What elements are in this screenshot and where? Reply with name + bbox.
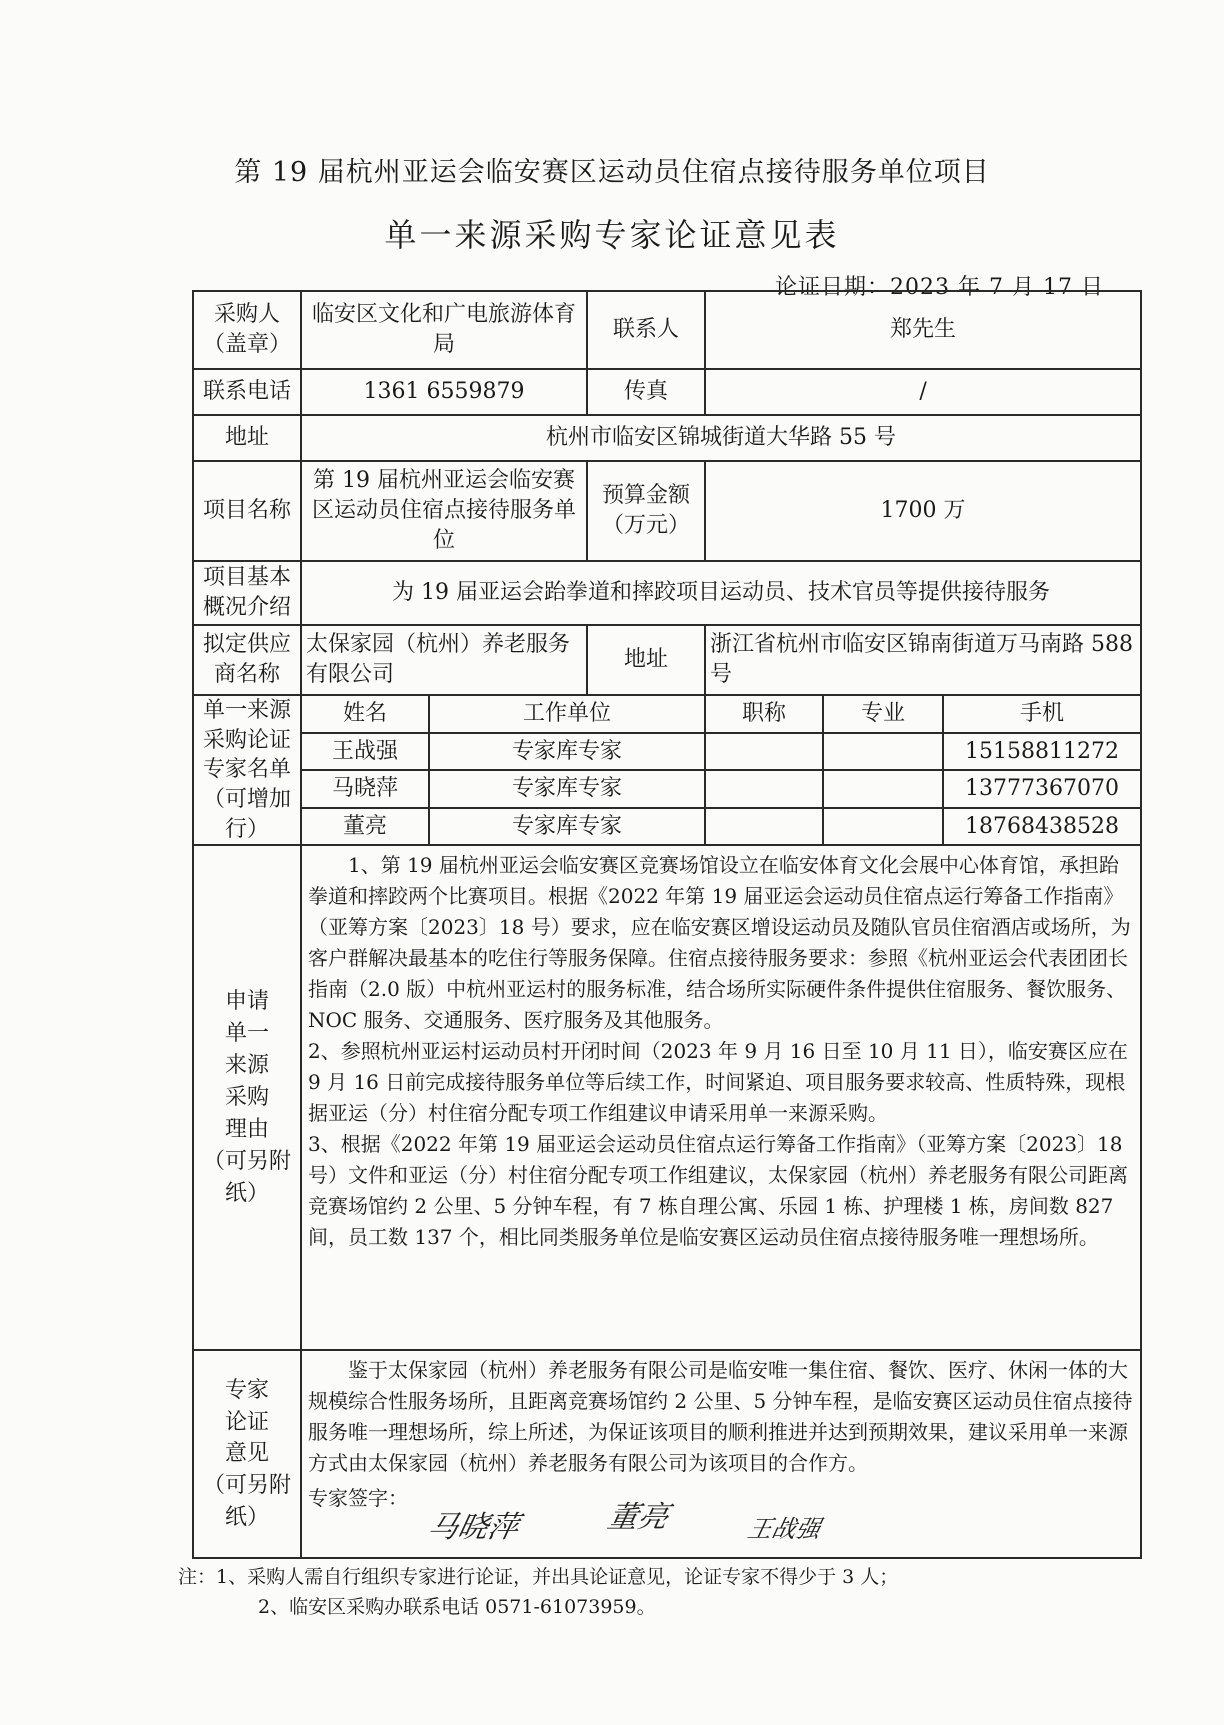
signature-3: 王战强 xyxy=(745,1515,824,1544)
signature-area xyxy=(308,1483,1134,1553)
reason-label: 申请 单一 来源 采购 理由 （可另附纸） xyxy=(193,845,301,1350)
expert-title xyxy=(705,770,823,808)
phone-label: 联系电话 xyxy=(193,369,301,415)
table-row xyxy=(193,770,1141,808)
expert-header-title: 职称 xyxy=(705,695,823,733)
footnotes xyxy=(178,1562,898,1623)
expert-name: 王战强 xyxy=(301,733,429,771)
expert-unit: 专家库专家 xyxy=(429,808,705,846)
overview-value: 为 19 届亚运会跆拳道和摔跤项目运动员、技术官员等提供接待服务 xyxy=(301,561,1141,625)
expert-header-phone: 手机 xyxy=(943,695,1141,733)
opinion-label: 专家 论证 意见 （可另附纸） xyxy=(193,1350,301,1558)
supplier-address-label: 地址 xyxy=(587,625,705,695)
expert-name: 马晓萍 xyxy=(301,770,429,808)
phone-value: 1361 6559879 xyxy=(301,369,587,415)
table-row xyxy=(193,733,1141,771)
expert-title xyxy=(705,733,823,771)
expert-title xyxy=(705,808,823,846)
footnote-2: 2、临安区采购办联系电话 0571-61073959。 xyxy=(258,1596,656,1619)
overview-label: 项目基本 概况介绍 xyxy=(193,561,301,625)
expert-phone: 18768438528 xyxy=(943,808,1141,846)
signature-label: 专家签字： xyxy=(308,1486,408,1511)
reason-paragraph-1: 1、第 19 届杭州亚运会临安赛区竞赛场馆设立在临安体育文化会展中心体育馆，承担跆拳道和摔跤两个比赛项目。根据《2022 年第 19 届亚运会运动员住宿点运行筹备工作指南》（亚筹方案〔2023〕18 号）要求，应在临安赛区增设运动员及随队官员住宿酒店或场所，为客户群解决最基本的吃住行等服务保障。住宿点接待服务要求：参照《杭州亚运会代表团团长指南（2.0 版）中杭州亚运村的服务标准，结合场所实际硬件条件提供住宿服务、餐饮服务、NOC 服务、交通服务、医疗服务及其他服务。 xyxy=(308,853,1131,1033)
opinion-form-table xyxy=(192,290,1142,1559)
supplier-label: 拟定供应 商名称 xyxy=(193,625,301,695)
reason-paragraph-3: 3、根据《2022 年第 19 届亚运会运动员住宿点运行筹备工作指南》（亚筹方案〔2023〕18 号）文件和亚运（分）村住宿分配专项工作组建议，太保家园（杭州）养老服务有限公司距离竞赛场馆约 2 公里、5 分钟车程，有 7 栋自理公寓、乐园 1 栋、护理楼 1 栋，房间数 827 间，员工数 137 个，相比同类服务单位是临安赛区运动员住宿点接待服务唯一理想场所。 xyxy=(308,1132,1128,1250)
project-name-label: 项目名称 xyxy=(193,461,301,561)
fax-value: / xyxy=(705,369,1141,415)
signature-1: 马晓萍 xyxy=(424,1510,522,1546)
project-name-value: 第 19 届杭州亚运会临安赛区运动员住宿点接待服务单位 xyxy=(301,461,587,561)
table-row xyxy=(193,808,1141,846)
reason-content xyxy=(301,845,1141,1350)
opinion-text: 鉴于太保家园（杭州）养老服务有限公司是临安唯一集住宿、餐饮、医疗、休闲一体的大规模综合性服务场所，且距离竞赛场馆约 2 公里、5 分钟车程，是临安赛区运动员住宿点接待服务唯一理想场所，综上所述，为保证该项目的顺利推进并达到预期效果，建议采用单一来源方式由太保家园（杭州）养老服务有限公司为该项目的合作方。 xyxy=(308,1358,1133,1476)
review-date: 论证日期：2023 年 7 月 17 日 xyxy=(775,275,1104,300)
expert-major xyxy=(823,733,943,771)
supplier-value: 太保家园（杭州）养老服务有限公司 xyxy=(301,625,587,695)
expert-phone: 15158811272 xyxy=(943,733,1141,771)
supplier-address-value: 浙江省杭州市临安区锦南街道万马南路 588 号 xyxy=(705,625,1141,695)
reason-paragraph-2: 2、参照杭州亚运村运动员村开闭时间（2023 年 9 月 16 日至 10 月 11 日），临安赛区应在 9 月 16 日前完成接待服务单位等后续工作，时间紧迫、项目服务要求较高、性质特殊，现根据亚运（分）村住宿分配专项工作组建议申请采用单一来源采购。 xyxy=(308,1039,1128,1126)
expert-header-unit: 工作单位 xyxy=(429,695,705,733)
expert-major xyxy=(823,808,943,846)
purchaser-value: 临安区文化和广电旅游体育局 xyxy=(301,291,587,369)
expert-unit: 专家库专家 xyxy=(429,770,705,808)
purchaser-label: 采购人 （盖章） xyxy=(193,291,301,369)
expert-phone: 13777367070 xyxy=(943,770,1141,808)
fax-label: 传真 xyxy=(587,369,705,415)
contact-label: 联系人 xyxy=(587,291,705,369)
expert-header-name: 姓名 xyxy=(301,695,429,733)
budget-value: 1700 万 xyxy=(705,461,1141,561)
budget-label: 预算金额 （万元） xyxy=(587,461,705,561)
experts-label: 单一来源 采购论证 专家名单 （可增加行） xyxy=(193,695,301,845)
expert-name: 董亮 xyxy=(301,808,429,846)
expert-major xyxy=(823,770,943,808)
form-subtitle: 单一来源采购专家论证意见表 xyxy=(384,216,840,254)
address-label: 地址 xyxy=(193,415,301,461)
opinion-content xyxy=(301,1350,1141,1558)
expert-unit: 专家库专家 xyxy=(429,733,705,771)
footnote-1: 注：1、采购人需自行组织专家进行论证，并出具论证意见，论证专家不得少于 3 人； xyxy=(178,1566,899,1588)
address-value: 杭州市临安区锦城街道大华路 55 号 xyxy=(301,415,1141,461)
expert-header-major: 专业 xyxy=(823,695,943,733)
contact-value: 郑先生 xyxy=(705,291,1141,369)
signature-2: 董亮 xyxy=(604,1500,672,1536)
form-title: 第 19 届杭州亚运会临安赛区运动员住宿点接待服务单位项目 xyxy=(234,157,990,188)
